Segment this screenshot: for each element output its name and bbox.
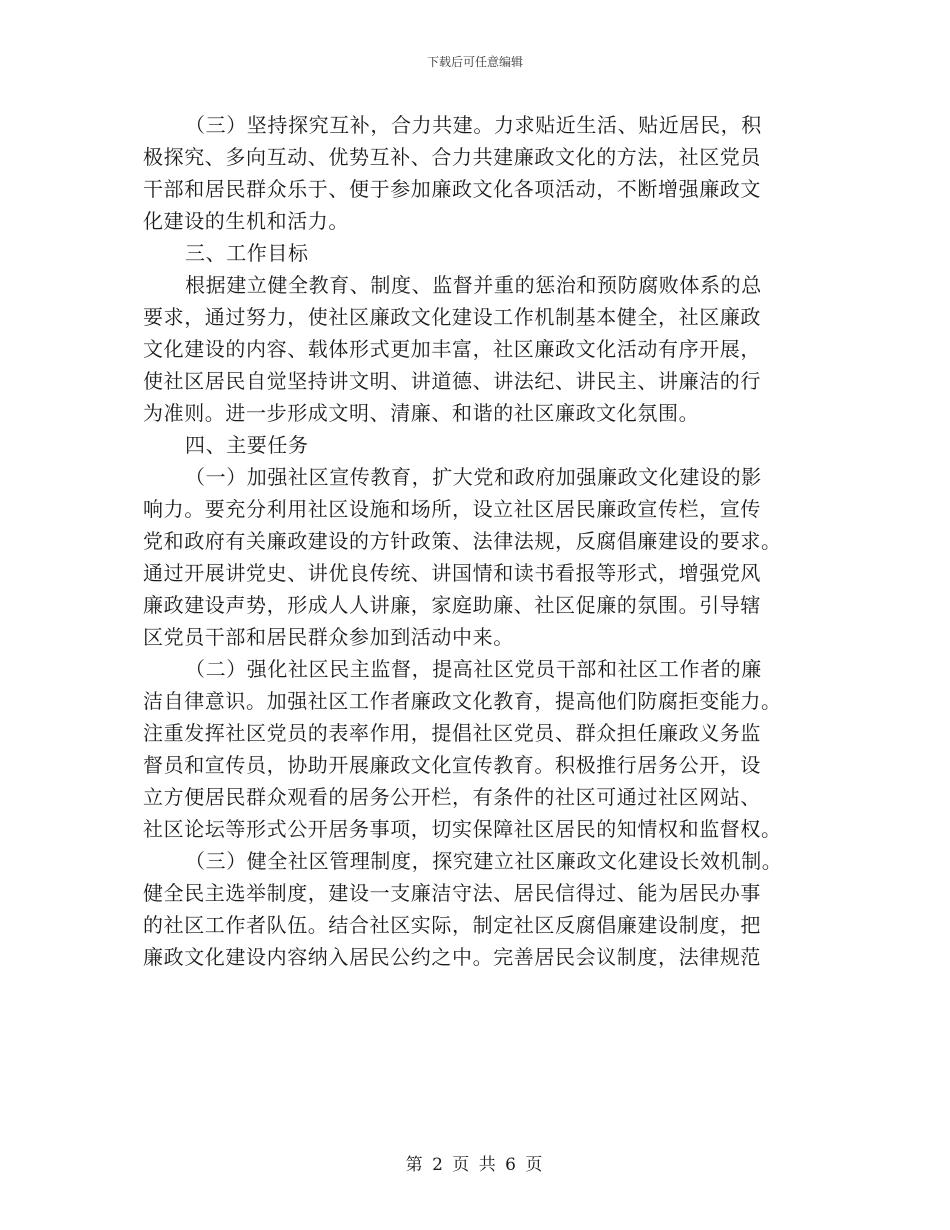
paragraph-line: （二）强化社区民主监督，提高社区党员干部和社区工作者的廉 xyxy=(185,657,762,681)
section-heading: 三、工作目标 xyxy=(185,241,309,265)
page-header-note: 下载后可任意编辑 xyxy=(426,55,523,69)
paragraph-line: 使社区居民自觉坚持讲文明、讲道德、讲法纪、讲民主、讲廉洁的行 xyxy=(143,369,761,393)
paragraph-line: 为准则。进一步形成文明、清廉、和谐的社区廉政文化氛围。 xyxy=(143,401,700,425)
paragraph-line: 健全民主选举制度，建设一支廉洁守法、居民信得过、能为居民办事 xyxy=(143,881,761,905)
paragraph-line: 区党员干部和居民群众参加到活动中来。 xyxy=(143,625,514,649)
paragraph-line: （三）坚持探究互补，合力共建。力求贴近生活、贴近居民，积 xyxy=(185,113,762,137)
page-number: 第 2 页 共 6 页 xyxy=(405,1155,545,1175)
paragraph-line: 化建设的生机和活力。 xyxy=(143,209,349,233)
paragraph-line: 廉政建设声势，形成人人讲廉，家庭助廉、社区促廉的氛围。引导辖 xyxy=(143,593,761,617)
paragraph-line: 党和政府有关廉政建设的方针政策、法律法规，反腐倡廉建设的要求。 xyxy=(143,529,782,553)
paragraph-line: 督员和宣传员，协助开展廉政文化宣传教育。积极推行居务公开，设 xyxy=(143,753,761,777)
paragraph-line: 的社区工作者队伍。结合社区实际，制定社区反腐倡廉建设制度，把 xyxy=(143,913,761,937)
document-body xyxy=(143,109,808,973)
paragraph-line: （一）加强社区宣传教育，扩大党和政府加强廉政文化建设的影 xyxy=(185,465,762,489)
paragraph-line: 立方便居民群众观看的居务公开栏，有条件的社区可通过社区网站、 xyxy=(143,785,761,809)
paragraph-line: 通过开展讲党史、讲优良传统、讲国情和读书看报等形式，增强党风 xyxy=(143,561,761,585)
paragraph-line: 社区论坛等形式公开居务事项，切实保障社区居民的知情权和监督权。 xyxy=(143,817,782,841)
section-heading: 四、主要任务 xyxy=(185,433,309,457)
paragraph-line: 极探究、多向互动、优势互补、合力共建廉政文化的方法，社区党员 xyxy=(143,145,761,169)
paragraph-line: 干部和居民群众乐于、便于参加廉政文化各项活动，不断增强廉政文 xyxy=(143,177,761,201)
paragraph-line: 洁自律意识。加强社区工作者廉政文化教育，提高他们防腐拒变能力。 xyxy=(143,689,782,713)
paragraph-line: 注重发挥社区党员的表率作用，提倡社区党员、群众担任廉政义务监 xyxy=(143,721,761,745)
paragraph-line: 响力。要充分利用社区设施和场所，设立社区居民廉政宣传栏，宣传 xyxy=(143,497,761,521)
paragraph-line: 要求，通过努力，使社区廉政文化建设工作机制基本健全，社区廉政 xyxy=(143,305,761,329)
paragraph-line: 根据建立健全教育、制度、监督并重的惩治和预防腐败体系的总 xyxy=(185,273,762,297)
paragraph-line: 文化建设的内容、载体形式更加丰富，社区廉政文化活动有序开展， xyxy=(143,337,761,361)
paragraph-line: （三）健全社区管理制度，探究建立社区廉政文化建设长效机制。 xyxy=(185,849,783,873)
paragraph-line: 廉政文化建设内容纳入居民公约之中。完善居民会议制度，法律规范 xyxy=(143,945,761,969)
